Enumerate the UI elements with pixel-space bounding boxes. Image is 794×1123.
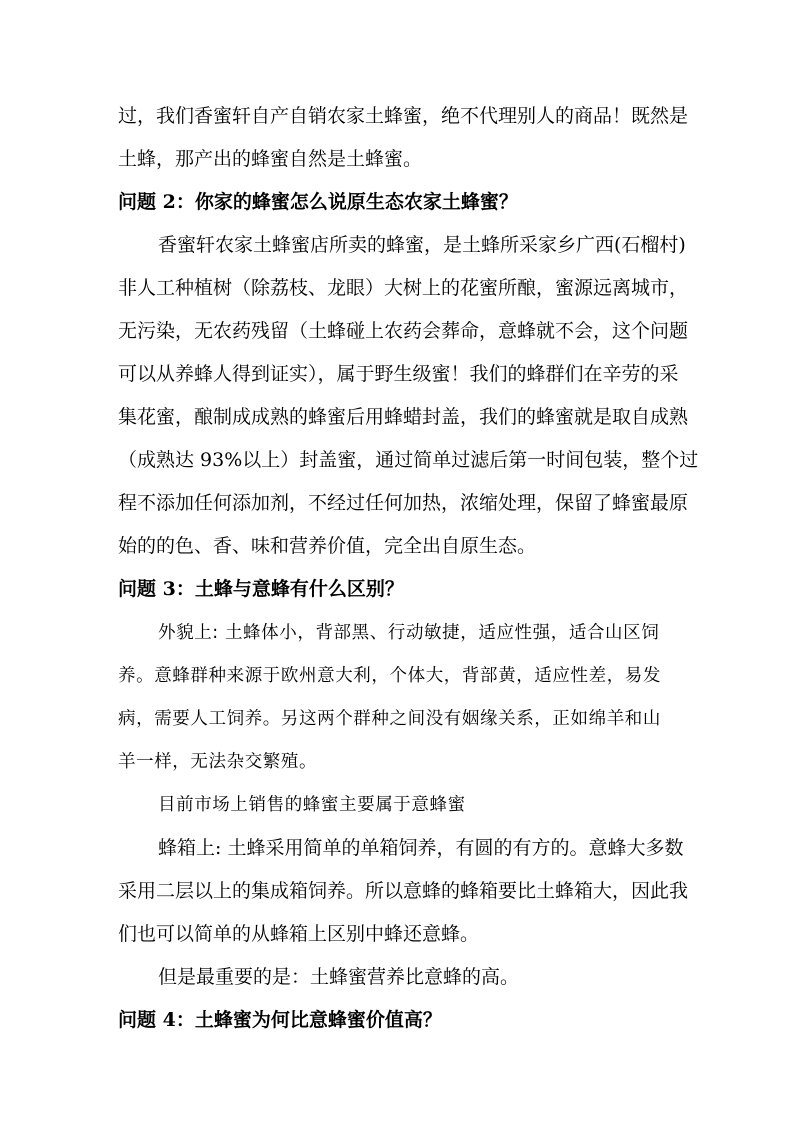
body-line: 过，我们香蜜轩自产自销农家土蜂蜜，绝不代理别人的商品！既然是 [118,105,689,127]
body-line: 但是最重要的是：土蜂蜜营养比意蜂的高。 [158,966,520,988]
body-line: 可以从养蜂人得到证实），属于野生级蜜！我们的蜂群们在辛劳的采 [118,363,679,385]
body-line: 外貌上: 土蜂体小，背部黑、行动敏捷，适应性强，适合山区饲 [158,623,660,643]
section-heading-q2: 问题 2：你家的蜂蜜怎么说原生态农家土蜂蜜？ [118,191,518,213]
body-line: 非人工种植树（除荔枝、龙眼）大树上的花蜜所酿，蜜源远离城市， [118,277,689,299]
body-line: 蜂箱上: 土蜂采用简单的单箱饲养，有圆的有方的。意蜂大多数 [158,837,684,859]
body-line: 养。意蜂群种来源于欧州意大利，个体大，背部黄，适应性差，易发 [118,666,661,686]
body-line: 程不添加任何添加剂，不经过任何加热，浓缩处理，保留了蜂蜜最原 [118,492,689,514]
body-line: 香蜜轩农家土蜂蜜店所卖的蜂蜜，是土蜂所采家乡广西(石榴村) [158,234,686,256]
body-line: 始的的色、香、味和营养价值，完全出自原生态。 [118,535,537,557]
body-line: 集花蜜，酿制成成熟的蜂蜜后用蜂蜡封盖，我们的蜂蜜就是取自成熟 [118,406,689,428]
body-line: 羊一样，无法杂交繁殖。 [118,752,318,772]
body-line: 无污染，无农药残留（土蜂碰上农药会葬命，意蜂就不会，这个问题 [118,320,689,342]
section-heading-q4: 问题 4：土蜂蜜为何比意蜂蜜价值高？ [118,1009,442,1031]
body-line: 病，需要人工饲养。另这两个群种之间没有姻缘关系，正如绵羊和山 [118,709,661,729]
section-heading-q3: 问题 3：土蜂与意蜂有什么区别？ [118,578,404,600]
body-line: 目前市场上销售的蜂蜜主要属于意蜂蜜 [158,795,466,815]
body-line: 们也可以简单的从蜂箱上区别中蜂还意蜂。 [118,923,480,945]
body-line: 采用二层以上的集成箱饲养。所以意蜂的蜂箱要比土蜂箱大，因此我 [118,880,689,902]
body-line: 土蜂，那产出的蜂蜜自然是土蜂蜜。 [118,148,423,170]
body-line: （成熟达 93%以上）封盖蜜，通过简单过滤后第一时间包装，整个过 [118,449,699,471]
